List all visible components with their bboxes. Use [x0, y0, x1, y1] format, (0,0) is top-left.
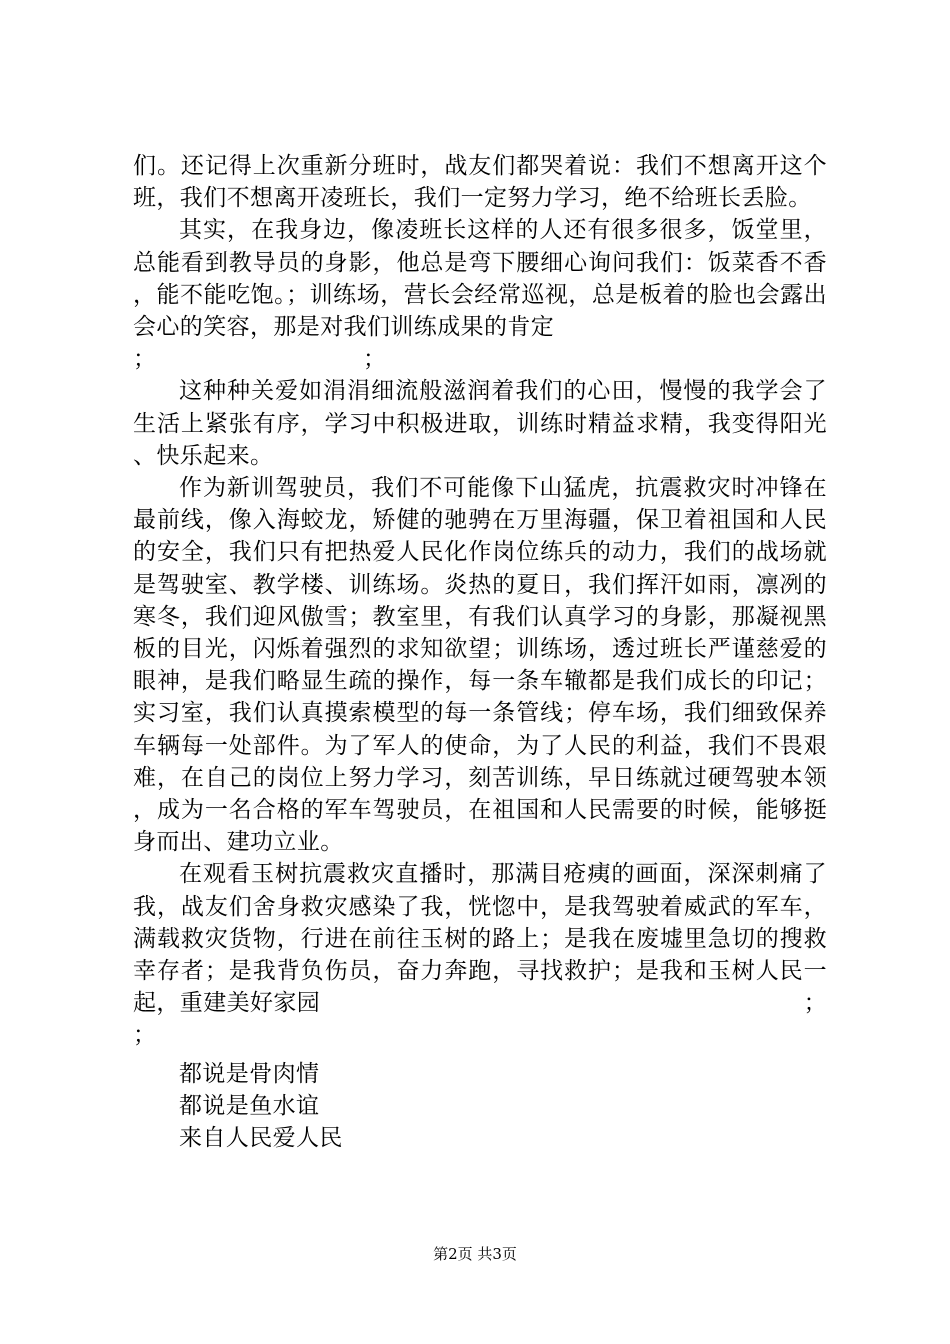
poem-line-3: 来自人民爱人民 [179, 1125, 343, 1152]
paragraph-3: 这种种关爱如涓涓细流般滋润着我们的心田，慢慢的我学会了生活上紧张有序，学习中积极进取，训练时精益求精，我变得阳光、快乐起来。 [133, 378, 827, 469]
poem [133, 1058, 827, 1155]
poem-line-1: 都说是骨肉情 [179, 1060, 320, 1087]
paragraph-1: 们。还记得上次重新分班时，战友们都哭着说：我们不想离开这个班，我们不想离开凌班长，我们一定努力学习，绝不给班长丢脸。 [133, 153, 827, 212]
poem-line-2: 都说是鱼水谊 [179, 1092, 320, 1119]
semicolon-mark: ； [133, 346, 157, 373]
paragraph-2: 其实，在我身边，像凌班长这样的人还有很多很多，饭堂里，总能看到教导员的身影，他总是弯下腰细心询问我们：饭菜香不香，能不能吃饱。；训练场，营长会经常巡视，总是板着的脸也会露出会心的笑容，那是对我们训练成果的肯定 [133, 217, 827, 341]
semicolon-mark: ； [133, 1022, 157, 1049]
page-footer: 第2页 共3页 [433, 1245, 517, 1263]
paragraph-5: 在观看玉树抗震救灾直播时，那满目疮痍的画面，深深刺痛了我，战友们舍身救灾感染了我，恍惚中，是我驾驶着威武的军车，满载救灾货物，行进在前往玉树的路上；是我在废墟里急切的搜救幸存者；是我背负伤员，奋力奔跑，寻找救护；是我和玉树人民一起，重建美好家园 ； [133, 858, 827, 1019]
semicolon-line-1 [133, 343, 827, 375]
paragraph-4: 作为新训驾驶员，我们不可能像下山猛虎，抗震救灾时冲锋在最前线，像入海蛟龙，矫健的驰骋在万里海疆，保卫着祖国和人民的安全，我们只有把热爱人民化作岗位练兵的动力，我们的战场就是驾驶室、教学楼、训练场。炎热的夏日，我们挥汗如雨，凛冽的寒冬，我们迎风傲雪；教室里，有我们认真学习的身影，那凝视黑板的目光，闪烁着强烈的求知欲望；训练场，透过班长严谨慈爱的眼神，是我们略显生疏的操作，每一条车辙都是我们成长的印记；实习室，我们认真摸索模型的每一条管线；停车场，我们细致保养车辆每一处部件。为了军人的使命，为了人民的利益，我们不畏艰难，在自己的岗位上努力学习，刻苦训练，早日练就过硬驾驶本领，成为一名合格的军车驾驶员，在祖国和人民需要的时候，能够挺身而出、建功立业。 [133, 475, 827, 856]
semicolon-mark: ； [363, 346, 387, 373]
semicolon-mark: ； [803, 990, 827, 1017]
document-body [133, 150, 827, 1154]
semicolon-line-2 [133, 1019, 827, 1051]
